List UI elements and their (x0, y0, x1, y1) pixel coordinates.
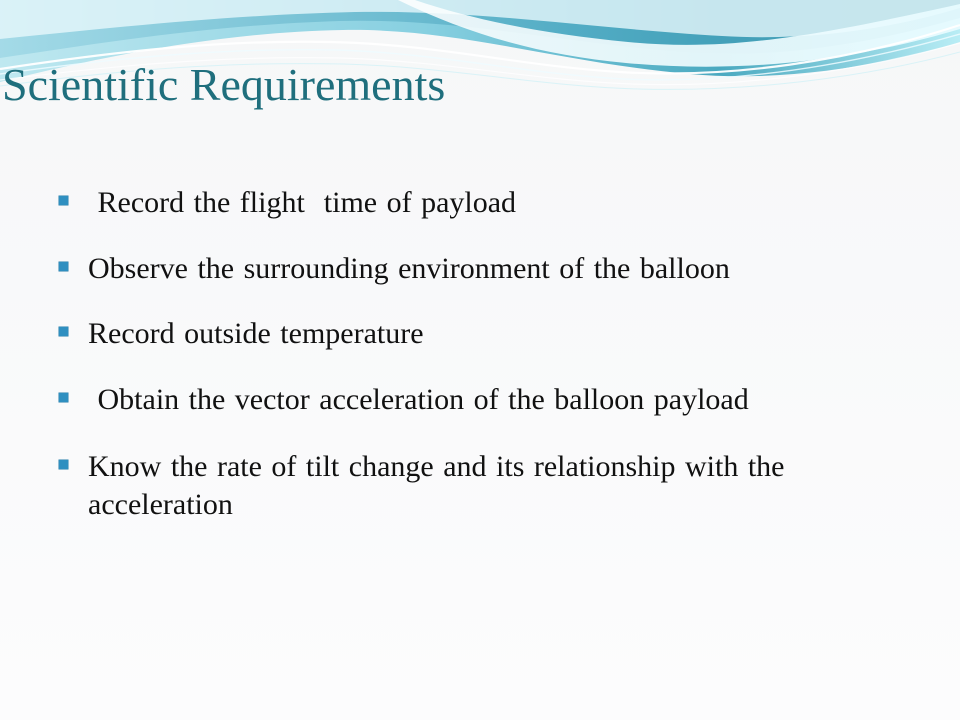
bullet-item (59, 250, 879, 288)
bullet-text: Obtain the vector acceleration of the balloon payload (88, 383, 749, 416)
bullet-item (59, 381, 879, 419)
square-bullet-icon (59, 327, 68, 336)
slide-title: Scientific Requirements (2, 59, 446, 110)
bullet-item (59, 448, 879, 524)
square-bullet-icon (59, 262, 68, 271)
bullet-item (59, 184, 879, 222)
square-bullet-icon (59, 393, 68, 402)
bullet-text: Observe the surrounding environment of the balloon (88, 252, 730, 285)
bullet-text: Know the rate of tilt change and its relationship with the acceleration (88, 450, 794, 521)
bullet-item (59, 315, 879, 353)
bullet-text: Record the flight time of payload (88, 186, 517, 219)
square-bullet-icon (59, 196, 68, 205)
square-bullet-icon (59, 460, 68, 469)
bullet-text: Record outside temperature (88, 317, 424, 350)
